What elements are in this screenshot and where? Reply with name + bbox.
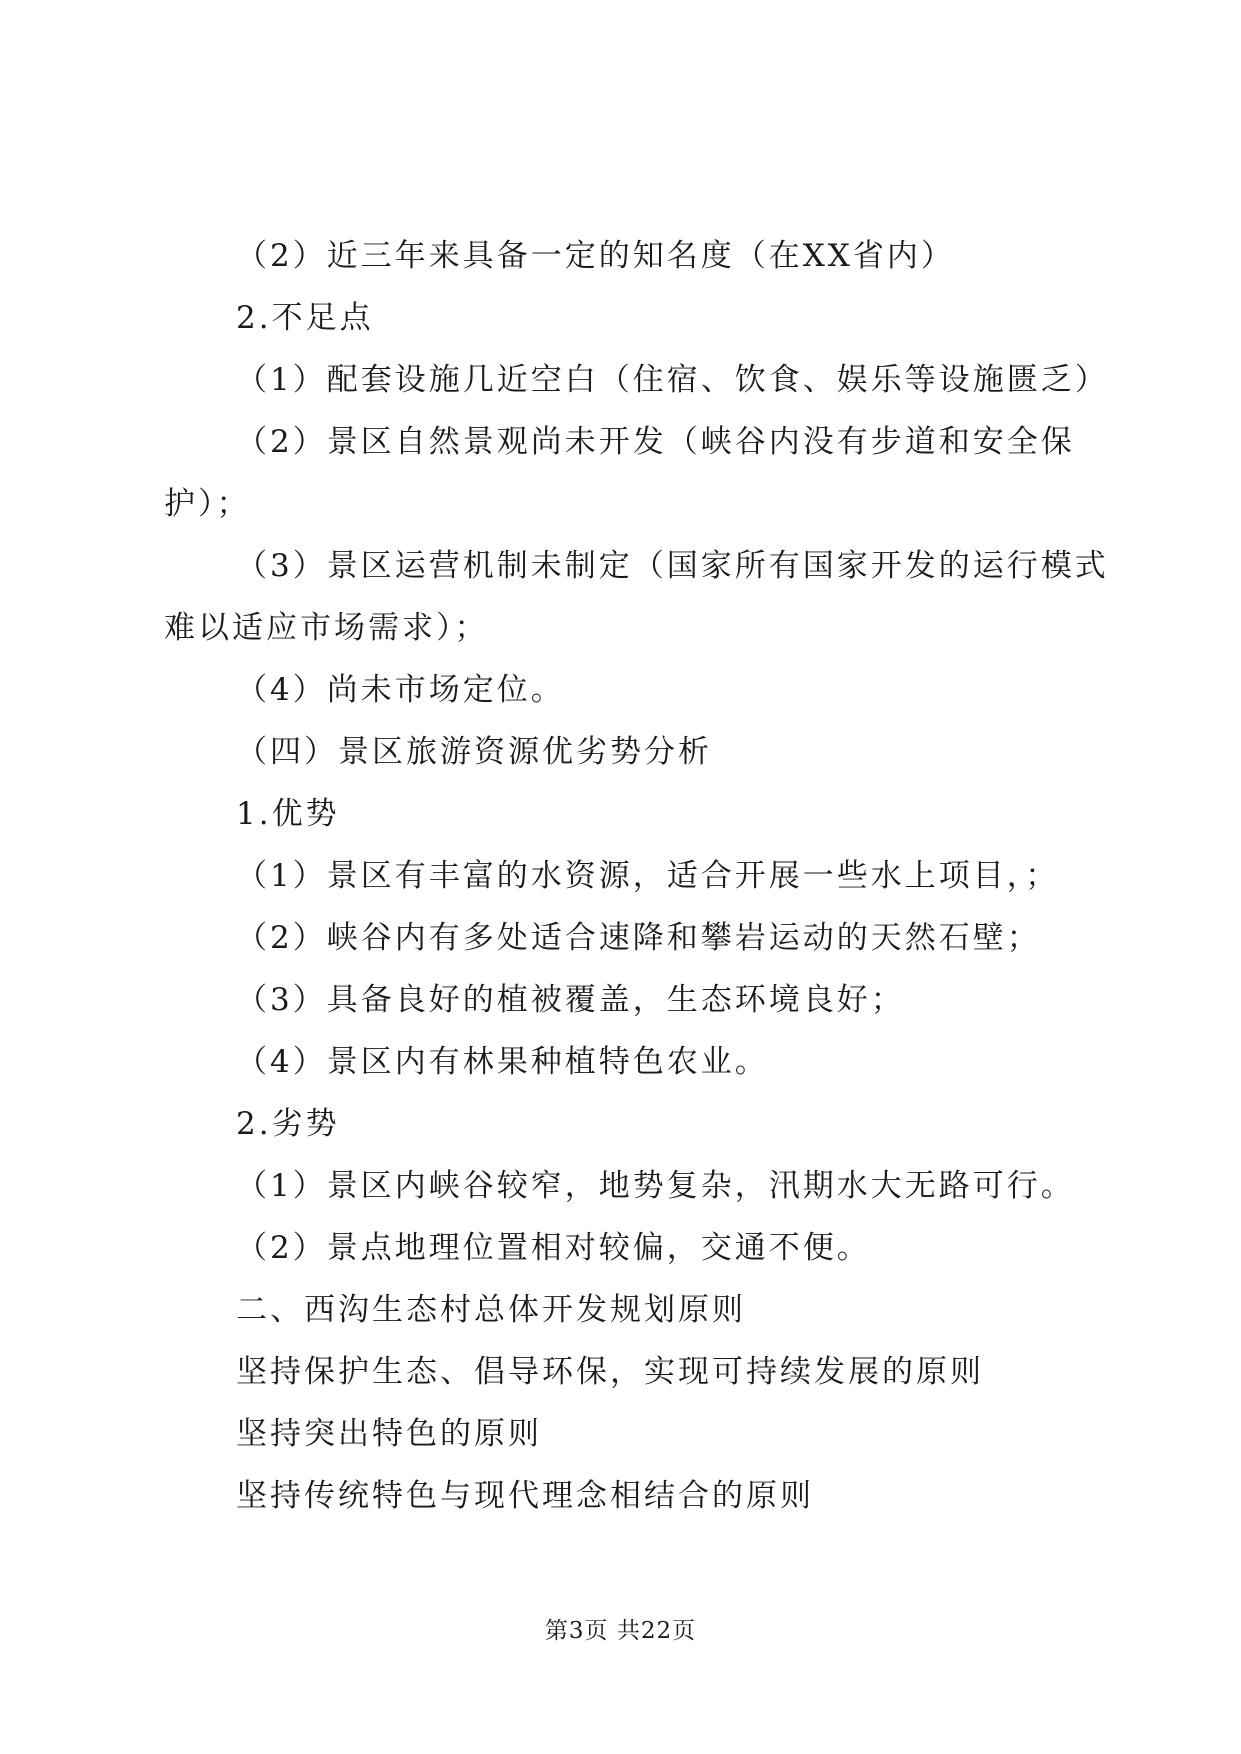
section-heading: 2.劣势	[236, 1106, 340, 1142]
text-line: 护）；	[164, 486, 251, 522]
section-heading: 二、西沟生态村总体开发规划原则	[236, 1292, 746, 1328]
text-line: （2）景点地理位置相对较偏，交通不便。	[236, 1230, 871, 1266]
section-heading: 2.不足点	[236, 300, 374, 336]
section-heading: （四）景区旅游资源优劣势分析	[236, 734, 712, 770]
text-line: 坚持突出特色的原则	[236, 1416, 542, 1452]
page-number-footer: 第3页 共22页	[544, 1618, 697, 1644]
text-line: 坚持传统特色与现代理念相结合的原则	[236, 1478, 814, 1514]
text-line: （3）具备良好的植被覆盖，生态环境良好；	[236, 982, 905, 1018]
text-line: （1）景区内峡谷较窄，地势复杂，汛期水大无路可行。	[236, 1168, 1075, 1204]
text-line: （3）景区运营机制未制定（国家所有国家开发的运行模式	[236, 548, 1109, 584]
text-line: （1）配套设施几近空白（住宿、饮食、娱乐等设施匮乏）	[236, 362, 1109, 398]
text-line: （2）峡谷内有多处适合速降和攀岩运动的天然石壁；	[236, 920, 1041, 956]
text-line: （2）近三年来具备一定的知名度（在XX省内）	[236, 238, 955, 274]
text-line: 坚持保护生态、倡导环保，实现可持续发展的原则	[236, 1354, 984, 1390]
text-line: （4）景区内有林果种植特色农业。	[236, 1044, 769, 1080]
text-line: （4）尚未市场定位。	[236, 672, 565, 708]
text-line: （1）景区有丰富的水资源，适合开展一些水上项目，；	[236, 858, 1060, 894]
text-line: 难以适应市场需求）；	[164, 610, 489, 646]
text-line: （2）景区自然景观尚未开发（峡谷内没有步道和安全保	[236, 424, 1075, 460]
section-heading: 1.优势	[236, 796, 340, 832]
